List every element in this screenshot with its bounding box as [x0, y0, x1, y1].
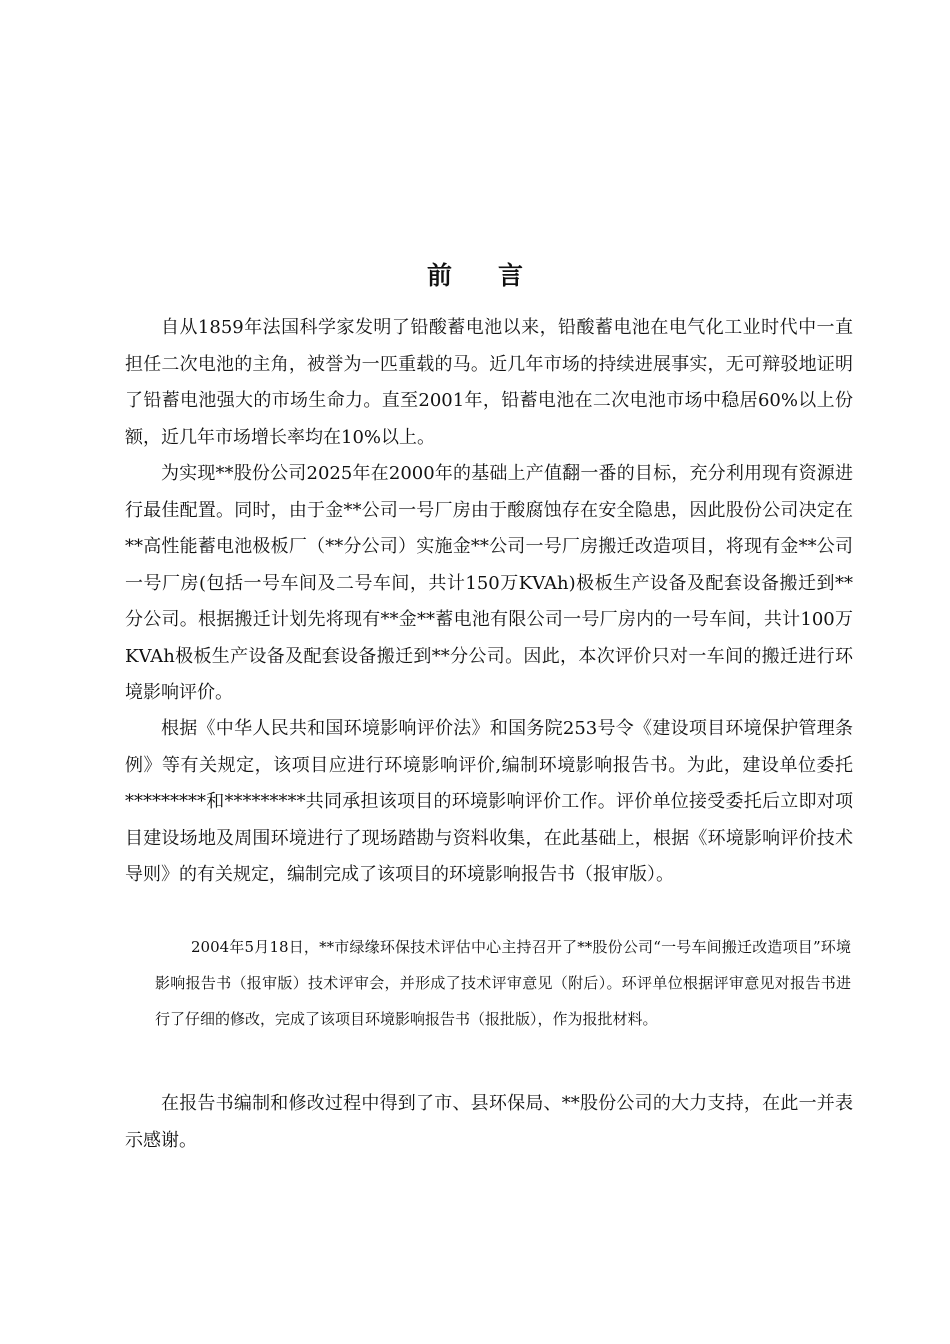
paragraph-history: 自从1859年法国科学家发明了铅酸蓄电池以来，铅酸蓄电池在电气化工业时代中一直担任二次电池的主角，被誉为一匹重载的马。近几年市场的持续进展事实，无可辩驳地证明了铅蓄电池强大的市场生命力。直至2001年，铅蓄电池在二次电池市场中稳居60%以上份额，近几年市场增长率均在10%以上。 — [125, 317, 853, 448]
paragraph-acknowledgement: 在报告书编制和修改过程中得到了市、县环保局、**股份公司的大力支持，在此一并表示感谢。 — [125, 1093, 853, 1151]
paragraph-review-meeting: 2004年5月18日，**市绿缘环保技术评估中心主持召开了**股份公司“一号车间搬迁改造项目”环境影响报告书（报审版）技术评审会，并形成了技术评审意见（附后）。环评单位根据评审意见对报告书进行了仔细的修改，完成了该项目环境影响报告书（报批版），作为报批材料。 — [155, 938, 851, 1028]
paragraph-regulation-basis: 根据《中华人民共和国环境影响评价法》和国务院253号令《建设项目环境保护管理条例》等有关规定，该项目应进行环境影响评价,编制环境影响报告书。为此，建设单位委托*********和*********共同承担该项目的环境影响评价工作。评价单位接受委托后立即对项目建设场地及周围环境进行了现场踏勘与资料收集，在此基础上，根据《环境影响评价技术导则》的有关规定，编制完成了该项目的环境影响报告书（报审版）。 — [125, 718, 853, 885]
page-title: 前言 — [426, 261, 569, 290]
paragraph-project-background: 为实现**股份公司2025年在2000年的基础上产值翻一番的目标，充分利用现有资源进行最佳配置。同时，由于金**公司一号厂房由于酸腐蚀存在安全隐患，因此股份公司决定在**高性能蓄电池极板厂（**分公司）实施金**公司一号厂房搬迁改造项目，将现有金**公司一号厂房(包括一号车间及二号车间，共计150万KVAh)极板生产设备及配套设备搬迁到**分公司。根据搬迁计划先将现有**金**蓄电池有限公司一号厂房内的一号车间，共计100万KVAh极板生产设备及配套设备搬迁到**分公司。因此，本次评价只对一车间的搬迁进行环境影响评价。 — [125, 463, 853, 703]
